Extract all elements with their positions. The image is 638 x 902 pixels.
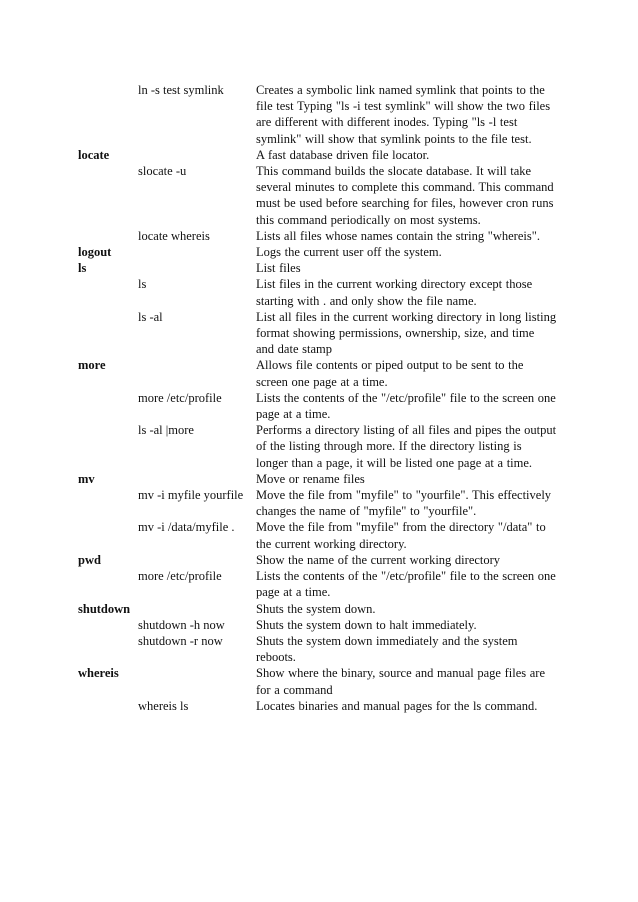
command-description	[256, 617, 561, 633]
command-description	[256, 357, 561, 389]
command-description	[256, 519, 561, 551]
description-line: reboots.	[256, 650, 296, 665]
description-line: changes the name of "myfile" to "yourfile".	[256, 504, 477, 519]
description-line: Shuts the system down to halt immediately.	[256, 617, 477, 632]
description-line: this command periodically on most systems.	[256, 212, 481, 227]
description-line: Show the name of the current working directory	[256, 552, 501, 567]
command-description	[256, 147, 561, 163]
description-line: Move the file from "myfile" from the directory "/data" to	[256, 520, 546, 535]
command-name: logout	[78, 245, 112, 260]
description-line: and date stamp	[256, 342, 332, 357]
description-line: file test Typing "ls -i test symlink" will show the two files	[256, 99, 551, 114]
description-line: This command builds the slocate database. It will take	[256, 164, 532, 179]
description-line: Allows file contents or piped output to be sent to the	[256, 358, 524, 373]
command-example: more /etc/profile	[138, 569, 222, 584]
table-row	[78, 665, 568, 697]
command-description	[256, 276, 561, 308]
description-line: Logs the current user off the system.	[256, 245, 442, 260]
description-line: Lists all files whose names contain the string "whereis".	[256, 228, 540, 243]
description-line: List files	[256, 261, 301, 276]
table-row	[78, 276, 568, 308]
command-example: ls	[138, 277, 147, 292]
command-name: pwd	[78, 552, 101, 567]
command-description	[256, 471, 561, 487]
table-row	[78, 244, 568, 260]
table-row	[78, 568, 568, 600]
table-row	[78, 357, 568, 389]
command-example: shutdown -r now	[138, 633, 223, 648]
description-line: List files in the current working directory except those	[256, 277, 533, 292]
table-row	[78, 633, 568, 665]
table-row	[78, 390, 568, 422]
table-row	[78, 82, 568, 147]
description-line: the current working directory.	[256, 536, 407, 551]
table-row	[78, 147, 568, 163]
command-table	[78, 82, 568, 714]
description-line: Performs a directory listing of all files and pipes the output	[256, 423, 557, 438]
table-row	[78, 309, 568, 358]
command-description	[256, 244, 561, 260]
description-line: Lists the contents of the "/etc/profile" file to the screen one	[256, 569, 556, 584]
command-description	[256, 82, 561, 147]
description-line: Show where the binary, source and manual page files are	[256, 666, 545, 681]
description-line: List all files in the current working directory in long listing	[256, 309, 557, 324]
table-row	[78, 471, 568, 487]
command-example: locate whereis	[138, 228, 210, 243]
table-row	[78, 617, 568, 633]
command-example: ln -s test symlink	[138, 83, 224, 97]
description-line: symlink" will show that symlink points to the file test.	[256, 131, 532, 146]
command-name: ls	[78, 261, 87, 276]
table-row	[78, 228, 568, 244]
command-description	[256, 390, 561, 422]
command-example: ls -al |more	[138, 423, 194, 438]
description-line: of the listing through more. If the directory listing is	[256, 439, 522, 454]
description-line: longer than a page, it will be listed one page at a time.	[256, 455, 533, 470]
description-line: for a command	[256, 682, 333, 697]
command-description	[256, 601, 561, 617]
command-name: more	[78, 358, 106, 373]
command-name: whereis	[78, 666, 119, 681]
description-line: page at a time.	[256, 585, 331, 600]
command-example: shutdown -h now	[138, 617, 225, 632]
command-example: mv -i myfile yourfile	[138, 488, 244, 503]
command-description	[256, 633, 561, 665]
description-line: starting with . and only show the file name.	[256, 293, 477, 308]
command-description	[256, 698, 561, 714]
description-line: screen one page at a time.	[256, 374, 388, 389]
command-name: shutdown	[78, 601, 131, 616]
table-row	[78, 163, 568, 228]
description-line: Shuts the system down immediately and the system	[256, 633, 518, 648]
command-description	[256, 309, 561, 358]
command-description	[256, 260, 561, 276]
command-example: mv -i /data/myfile .	[138, 520, 235, 535]
description-line: A fast database driven file locator.	[256, 147, 430, 162]
table-row	[78, 422, 568, 471]
command-description	[256, 228, 561, 244]
command-description	[256, 665, 561, 697]
description-line: Move or rename files	[256, 471, 365, 486]
table-row	[78, 552, 568, 568]
command-name: locate	[78, 147, 110, 162]
command-example: whereis ls	[138, 698, 189, 713]
table-row	[78, 519, 568, 551]
description-line: are different with different inodes. Typing "ls -l test	[256, 115, 518, 130]
description-line: page at a time.	[256, 407, 331, 422]
description-line: several minutes to complete this command. This command	[256, 180, 554, 195]
command-description	[256, 552, 561, 568]
description-line: Creates a symbolic link named symlink that points to the	[256, 83, 545, 97]
table-row	[78, 260, 568, 276]
description-line: must be used before searching for files, however cron runs	[256, 196, 554, 211]
command-name: mv	[78, 471, 95, 486]
command-description	[256, 422, 561, 471]
description-line: Lists the contents of the "/etc/profile" file to the screen one	[256, 390, 556, 405]
description-line: Move the file from "myfile" to "yourfile". This effectively	[256, 488, 552, 503]
table-row	[78, 698, 568, 714]
command-example: more /etc/profile	[138, 390, 222, 405]
table-row	[78, 487, 568, 519]
command-description	[256, 487, 561, 519]
command-example: ls -al	[138, 309, 163, 324]
command-description	[256, 568, 561, 600]
description-line: Shuts the system down.	[256, 601, 376, 616]
description-line: Locates binaries and manual pages for the ls command.	[256, 698, 538, 713]
description-line: format showing permissions, ownership, size, and time	[256, 326, 535, 341]
command-description	[256, 163, 561, 228]
command-example: slocate -u	[138, 164, 187, 179]
table-row	[78, 601, 568, 617]
